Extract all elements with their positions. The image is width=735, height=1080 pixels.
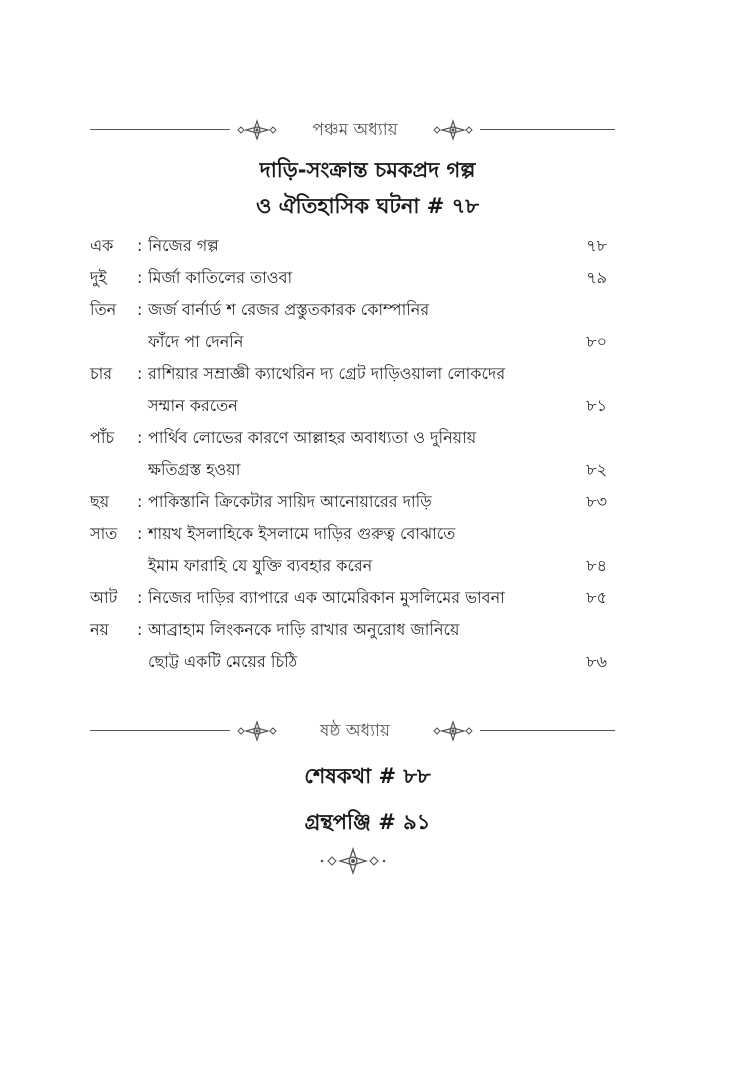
entry-title-line2: ছোট্ট একটি মেয়ের চিঠি	[148, 652, 298, 671]
entry-number: সাত	[90, 524, 118, 543]
entry-title-line2: ফাঁদে পা দেননি	[148, 332, 244, 351]
bibliography-title[interactable]: গ্রন্থপঞ্জি # ৯১	[304, 810, 431, 834]
toc-entry[interactable]	[90, 262, 615, 294]
chapter6-label: ষষ্ঠ অধ্যায়	[320, 721, 390, 741]
entry-colon: :	[137, 524, 143, 543]
toc-entry-continuation[interactable]	[90, 454, 615, 486]
entry-title: জর্জ বার্নার্ড শ রেজর প্রস্তুতকারক কোম্পানির	[148, 300, 430, 319]
entry-title-line2: সম্মান করতেন	[148, 396, 238, 415]
entry-title: নিজের দাড়ির ব্যাপারে এক আমেরিকান মুসলিমের ভাবনা	[148, 588, 505, 607]
entry-page: ৮০	[586, 332, 607, 351]
divider-rule-right	[480, 129, 615, 130]
entry-title-line2: ইমাম ফারাহি যে যুক্তি ব্যবহার করেন	[148, 556, 373, 575]
entry-title: পাকিস্তানি ক্রিকেটার সায়িদ আনোয়ারের দাড়ি	[148, 492, 432, 511]
entry-title: আব্রাহাম লিংকনকে দাড়ি রাখার অনুরোধ জানিয়ে	[148, 620, 460, 639]
entry-number: চার	[90, 364, 113, 383]
toc-entry-continuation[interactable]	[90, 550, 615, 582]
chapter5-title-line2: ও ঐতিহাসিক ঘটনা # ৭৮	[256, 194, 479, 218]
chapter5-divider	[90, 115, 615, 145]
entry-colon: :	[137, 300, 143, 319]
entry-page: ৮১	[586, 396, 607, 415]
entry-colon: :	[137, 428, 143, 447]
entry-number: নয়	[90, 620, 109, 639]
ornament-icon	[230, 119, 284, 141]
toc-entry[interactable]	[90, 614, 615, 646]
entry-title: রাশিয়ার সম্রাজ্ঞী ক্যাথেরিন দ্য গ্রেট দাড়িওয়ালা লোকদের	[148, 364, 506, 383]
toc-entry[interactable]	[90, 422, 615, 454]
toc-entry[interactable]	[90, 582, 615, 614]
divider-rule-left	[90, 730, 230, 731]
toc-entry[interactable]	[90, 358, 615, 390]
entry-title: শায়খ ইসলাহিকে ইসলামে দাড়ির গুরুত্ব বোঝাতে	[148, 524, 456, 543]
entry-page: ৮৫	[586, 588, 607, 607]
entry-number: তিন	[90, 300, 117, 319]
entry-colon: :	[137, 268, 143, 287]
toc-entry-continuation[interactable]	[90, 326, 615, 358]
toc-entry[interactable]	[90, 486, 615, 518]
toc-entry-continuation[interactable]	[90, 646, 615, 678]
entry-page: ৮৬	[586, 652, 607, 671]
ornament-icon	[426, 119, 480, 141]
entry-number: আট	[90, 588, 118, 607]
entry-colon: :	[137, 588, 143, 607]
toc-entry[interactable]	[90, 230, 615, 262]
toc-entry[interactable]	[90, 294, 615, 326]
divider-rule-left	[90, 129, 230, 130]
entry-page: ৭৯	[586, 268, 607, 287]
ornament-icon	[318, 846, 388, 876]
entry-title: মির্জা কাতিলের তাওবা	[148, 268, 293, 287]
toc-entry-continuation[interactable]	[90, 390, 615, 422]
chapter6-divider	[90, 716, 615, 746]
entry-page: ৮৩	[586, 492, 607, 511]
chapter5-label: পঞ্চম অধ্যায়	[312, 120, 398, 140]
ornament-icon	[426, 720, 480, 742]
entry-title-line2: ক্ষতিগ্রস্ত হওয়া	[148, 460, 241, 479]
entry-number: এক	[90, 236, 114, 255]
entry-number: ছয়	[90, 492, 110, 511]
chapter5-title-line1: দাড়ি-সংক্রান্ত চমকপ্রদ গল্প	[259, 158, 476, 182]
divider-rule-right	[480, 730, 615, 731]
entry-page: ৭৮	[586, 236, 607, 255]
entry-colon: :	[137, 492, 143, 511]
entry-page: ৮২	[586, 460, 607, 479]
chapter6-title[interactable]: শেষকথা # ৮৮	[304, 764, 431, 788]
toc-entry[interactable]	[90, 518, 615, 550]
entry-title: নিজের গল্প	[148, 236, 219, 255]
entry-colon: :	[137, 236, 143, 255]
ornament-icon	[230, 720, 284, 742]
entry-number: পাঁচ	[90, 428, 115, 447]
entry-colon: :	[137, 364, 143, 383]
toc-list	[90, 230, 615, 678]
entry-colon: :	[137, 620, 143, 639]
entry-title: পার্থিব লোভের কারণে আল্লাহর অবাধ্যতা ও দুনিয়ায়	[148, 428, 477, 447]
entry-number: দুই	[90, 268, 107, 287]
entry-page: ৮৪	[586, 556, 607, 575]
